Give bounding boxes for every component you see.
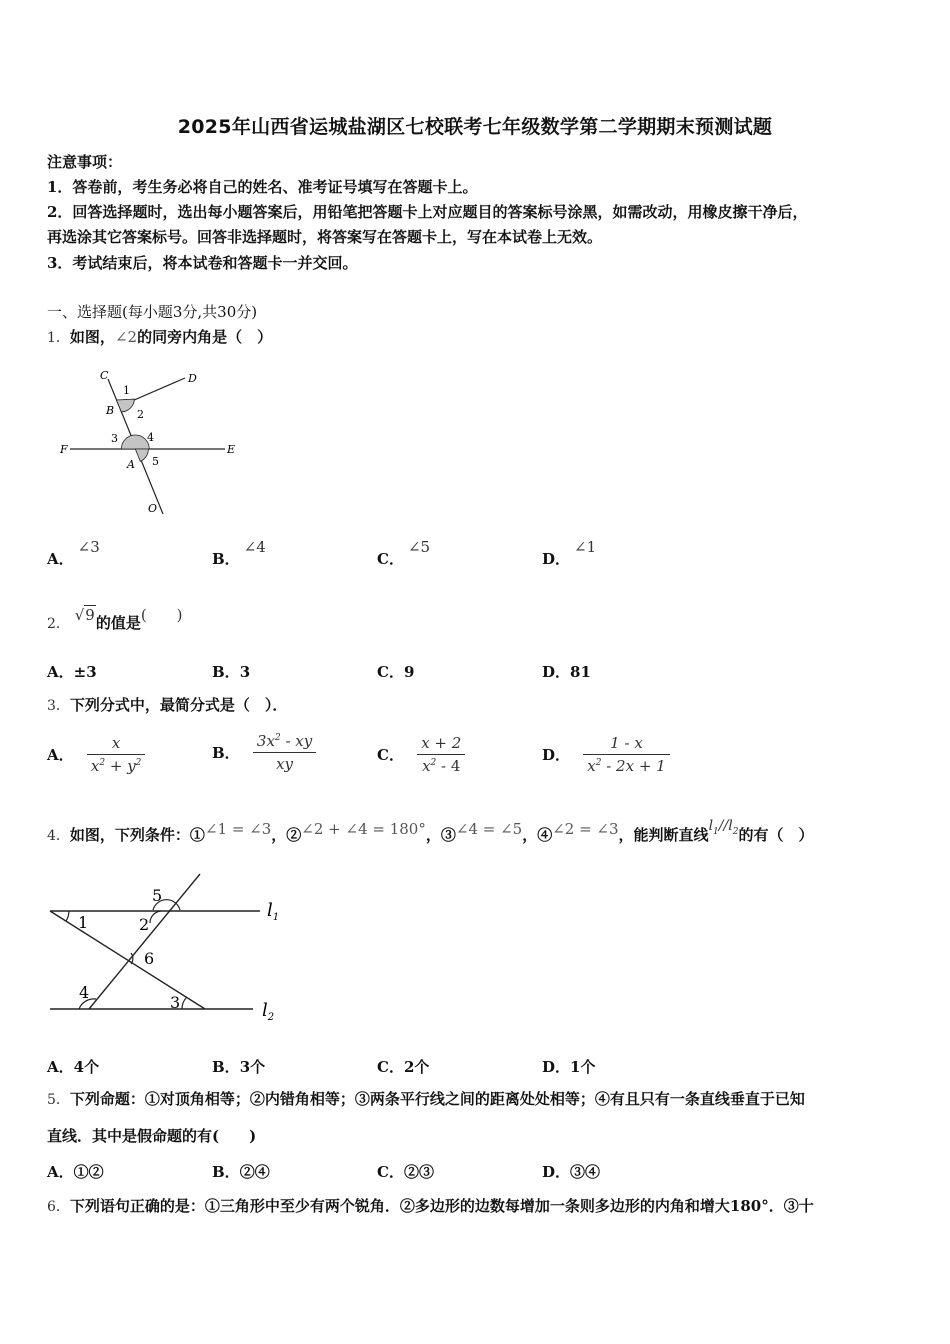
notice-item-2a: 2．回答选择题时，选出每小题答案后，用铅笔把答题卡上对应题目的答案标号涂黑，如需改动，用橡皮擦干净后， <box>47 203 808 221</box>
q4-option-a[interactable] <box>47 1056 99 1077</box>
option-label: C． <box>377 550 404 568</box>
option-value: 9 <box>403 663 415 681</box>
notice-item-3: 3．考试结束后，将本试卷和答题卡一并交回。 <box>47 254 358 272</box>
denominator <box>417 755 465 775</box>
condition-2: ∠2 + ∠4 = 180° <box>301 820 426 838</box>
option-value: 1个 <box>570 1058 596 1076</box>
question-text: 如图，下列条件：① <box>69 826 205 844</box>
option-label: B． <box>212 744 240 762</box>
separator: ，④ <box>522 826 553 844</box>
denominator-term: y <box>127 757 136 775</box>
q4-option-c[interactable] <box>377 1056 429 1077</box>
label-F: F <box>60 443 68 456</box>
exponent: 2 <box>99 758 106 768</box>
question-text: 下列语句正确的是：①三角形中至少有两个锐角．②多边形的边数每增加一条则多边形的内角和增大180°．③十 <box>69 1197 814 1215</box>
label-1: 1 <box>78 913 89 932</box>
option-value: 4个 <box>73 1058 100 1076</box>
option-label: B． <box>212 550 240 568</box>
option-label: C． <box>377 663 404 681</box>
question-text: 下列命题：①对顶角相等；②内错角相等；③两条平行线之间的距离处处相等；④有且只有一条直线垂直于已知 <box>69 1090 805 1108</box>
numerator: x + 2 <box>417 734 465 755</box>
line-symbol: l <box>262 1000 268 1021</box>
q2-option-a[interactable] <box>47 661 97 682</box>
subscript: 1 <box>272 912 280 923</box>
label-O: O <box>148 502 158 515</box>
option-value: ∠3 <box>77 538 100 556</box>
label-3: 3 <box>111 432 118 445</box>
fraction <box>253 732 316 773</box>
q1-option-b[interactable] <box>212 538 266 569</box>
question-number: 2． <box>47 616 70 632</box>
label-3: 3 <box>170 993 181 1012</box>
option-value: 2个 <box>403 1058 430 1076</box>
label-5: 5 <box>152 886 163 905</box>
question-number: 1． <box>47 330 70 346</box>
q3-option-c[interactable] <box>377 734 465 775</box>
label-B: B <box>106 404 115 417</box>
q1-figure <box>55 362 255 522</box>
label-5: 5 <box>152 455 159 468</box>
option-label: A． <box>47 746 74 764</box>
numerator-term: - xy <box>280 732 313 750</box>
separator: ，③ <box>425 826 456 844</box>
label-l2 <box>262 1000 274 1023</box>
exponent: 2 <box>135 758 142 768</box>
option-label: D． <box>542 550 571 568</box>
subscript: 2 <box>267 1012 275 1023</box>
question-text: 如图， <box>69 328 115 346</box>
radicand: 9 <box>85 606 95 624</box>
denominator <box>583 755 669 775</box>
option-label: D． <box>542 1163 571 1181</box>
question-text: 的同旁内角是（ ） <box>137 328 273 346</box>
denominator-term: x <box>422 757 431 775</box>
label-2: 2 <box>139 915 150 934</box>
section-heading: 一、选择题(每小题3分,共30分) <box>47 303 258 321</box>
option-value: ±3 <box>73 663 97 681</box>
question-number: 5． <box>47 1092 70 1108</box>
question-3 <box>47 695 287 716</box>
option-label: A． <box>47 663 74 681</box>
q1-option-a[interactable] <box>47 538 100 569</box>
option-label: C． <box>377 1163 404 1181</box>
q1-option-c[interactable] <box>377 538 431 569</box>
condition-3: ∠4 = ∠5 <box>455 820 523 838</box>
separator: ，② <box>271 826 302 844</box>
exponent: 2 <box>274 733 281 743</box>
option-value: ②③ <box>403 1163 434 1181</box>
line-symbol: l <box>728 818 733 834</box>
subscript: 2 <box>732 826 739 837</box>
question-2 <box>47 606 183 634</box>
option-label: D． <box>542 1058 571 1076</box>
notice-item-2b: 再选涂其它答案标号。回答非选择题时，将答案写在答题卡上，写在本试卷上无效。 <box>47 228 603 246</box>
line-symbol: l <box>267 900 273 921</box>
label-l1 <box>267 900 279 923</box>
denominator: xy <box>276 755 294 773</box>
q2-option-d[interactable] <box>542 661 591 682</box>
exponent: 2 <box>595 758 602 768</box>
label-E: E <box>227 443 236 456</box>
question-4 <box>47 818 814 852</box>
answer-paren: ( ) <box>140 606 183 624</box>
denominator-term: x <box>587 757 596 775</box>
q4-option-d[interactable] <box>542 1056 595 1077</box>
condition-1: ∠1 = ∠3 <box>204 820 272 838</box>
question-5 <box>47 1089 805 1110</box>
q3-option-d[interactable] <box>542 734 670 775</box>
question-text: 的值是 <box>95 614 141 632</box>
q5-option-a[interactable] <box>47 1161 104 1182</box>
numerator-term: 3x <box>256 732 275 750</box>
label-4: 4 <box>147 431 154 444</box>
label-1: 1 <box>123 384 130 397</box>
question-number: 4． <box>47 828 70 844</box>
exponent: 2 <box>430 758 437 768</box>
option-label: A． <box>47 550 74 568</box>
notice-heading: 注意事项： <box>47 153 123 171</box>
math-angle: ∠2 <box>114 328 138 346</box>
option-value: 81 <box>570 663 591 681</box>
option-label: D． <box>542 746 571 764</box>
fraction <box>583 734 669 775</box>
option-label: A． <box>47 1163 74 1181</box>
option-label: C． <box>377 1058 404 1076</box>
option-value: ∠1 <box>574 538 597 556</box>
q1-option-d[interactable] <box>542 538 597 569</box>
numerator <box>253 732 316 753</box>
option-label: C． <box>377 746 404 764</box>
question-5-cont: 直线．其中是假命题的有( ) <box>47 1127 257 1145</box>
option-value: ∠5 <box>407 538 431 556</box>
label-6: 6 <box>144 949 155 968</box>
label-D: D <box>188 372 197 385</box>
label-C: C <box>100 369 109 382</box>
line-symbol: l <box>708 818 714 834</box>
numerator: 1 - x <box>583 734 669 755</box>
question-text: ，能判断直线 <box>618 826 709 844</box>
denominator-term: - 4 <box>436 757 461 775</box>
notice-item-1: 1．答卷前，考生务必将自己的姓名、准考证号填写在答题卡上。 <box>47 178 478 196</box>
sqrt-symbol: √9 <box>74 606 95 624</box>
q2-option-b[interactable] <box>212 661 250 682</box>
question-number: 6． <box>47 1199 70 1215</box>
option-value: ∠4 <box>243 538 266 556</box>
option-label: D． <box>542 663 571 681</box>
denominator-term: - 2x + 1 <box>601 757 666 775</box>
option-value: 3 <box>239 663 251 681</box>
label-2: 2 <box>137 408 144 421</box>
q5-option-d[interactable] <box>542 1161 600 1182</box>
numerator: x <box>87 734 146 755</box>
label-4: 4 <box>79 983 90 1002</box>
denominator <box>87 755 146 775</box>
question-text: 下列分式中，最简分式是（ ）． <box>69 696 288 714</box>
q4-option-b[interactable] <box>212 1056 265 1077</box>
label-A: A <box>127 458 135 471</box>
q5-option-c[interactable] <box>377 1161 434 1182</box>
option-label: B． <box>212 1058 240 1076</box>
q4-figure <box>45 868 295 1028</box>
option-value: ②④ <box>239 1163 270 1181</box>
page-title: 2025年山西省运城盐湖区七校联考七年级数学第二学期期末预测试题 <box>177 116 773 138</box>
fraction <box>87 734 146 775</box>
condition-4: ∠2 = ∠3 <box>552 820 619 838</box>
q5-option-b[interactable] <box>212 1161 270 1182</box>
option-label: A． <box>47 1058 74 1076</box>
option-value: ①② <box>73 1163 104 1181</box>
option-value: 3个 <box>239 1058 266 1076</box>
option-label: B． <box>212 663 240 681</box>
denominator-term: x <box>90 757 100 775</box>
parallel-symbol: // <box>718 818 729 834</box>
operator: + <box>105 757 128 775</box>
subscript: 1 <box>713 826 719 837</box>
q2-option-c[interactable] <box>377 661 414 682</box>
fraction <box>417 734 465 775</box>
question-number: 3． <box>47 698 70 714</box>
option-value: ③④ <box>570 1163 601 1181</box>
parallel-lines-math <box>708 818 739 837</box>
option-label: B． <box>212 1163 240 1181</box>
q3-option-b[interactable] <box>212 732 316 773</box>
question-6 <box>47 1196 814 1217</box>
question-text: 的有（ ） <box>738 826 814 844</box>
q3-option-a[interactable] <box>47 734 145 775</box>
question-1 <box>47 327 272 348</box>
